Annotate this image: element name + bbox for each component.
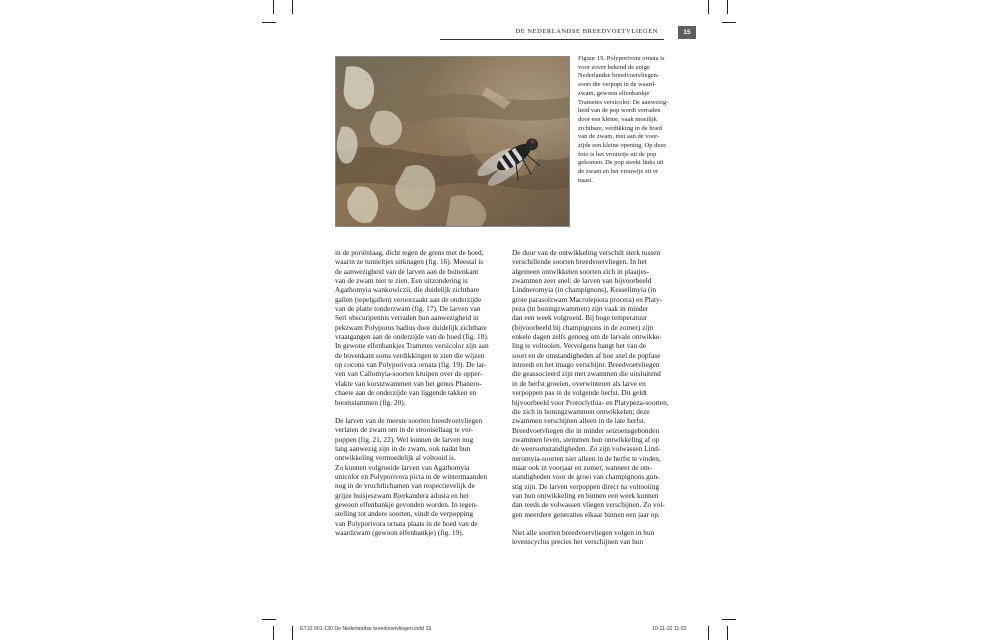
text-line: De duur van de ontwikkeling verschilt sterk tussen — [512, 248, 661, 257]
text-line: Niet alle soorten breedvoetvliegen volgen in hun — [512, 527, 655, 537]
text-line: pekzwam Polyporus badius door duidelijk zichtbare — [335, 322, 487, 332]
running-head — [440, 27, 664, 40]
body-paragraph — [335, 416, 503, 537]
caption-text — [578, 55, 685, 186]
text-line: vlakte van korstzwammen van het genus Phanero- — [335, 378, 482, 388]
caption-line: van de zwam, met aan de voor- — [578, 133, 660, 141]
text-line: neromyia-soorten niet alleen in de herfst te vinden, — [512, 453, 661, 463]
text-line: Seri obscuripennis verraden hun aanwezigheid in — [335, 313, 479, 323]
caption-line: Figuur 19. Polyporivora ornata is — [578, 55, 665, 62]
text-line: waardzwam (gewoon elfenbankje) (fig. 19). — [335, 527, 464, 537]
text-line: van de zwam niet te zien. Een uitzondering is — [335, 276, 468, 286]
text-line: algemeen ontwikkelen soorten zich in plaatjes- — [512, 266, 650, 276]
caption-line: gekomen. De pop steekt links uit — [578, 159, 664, 167]
crop-mark — [262, 619, 276, 620]
caption-line: Nederlandse breedvoetvliegen- — [578, 72, 660, 80]
text-line: zwammen zeer snel: de larven van bijvoorbeeld — [512, 276, 652, 286]
text-line: Breedvoetvliegen die in minder seizoensgebonden — [512, 425, 660, 435]
text-line: gewoon elfenbankje gevonden worden. In tegen- — [335, 499, 478, 509]
text-line: soort en de omstandigheden af hoe snel de popfase — [512, 350, 661, 360]
caption-line: Trametes versicolor. De aanwezig- — [578, 98, 669, 106]
caption-line: zwam, gewoon elfenbankje — [578, 89, 650, 97]
text-line: verpoppen pas in de volgende herfst. Dit geldt — [512, 388, 647, 398]
crop-mark — [273, 0, 274, 14]
text-line: van de platte tonderzwam (fig. 17). De larven van — [335, 304, 481, 314]
slug-timestamp: 10-11-10 11:03 — [652, 626, 687, 632]
text-line: maar ook in voorjaar en zomer, wanneer de om- — [512, 462, 653, 472]
text-line: De larven van de meeste soorten breedvoetvliegen — [335, 415, 483, 425]
text-line: op cocons van Polyporivora ornata (fig. 19). De lar- — [335, 360, 487, 370]
text-line: gen meerdere generaties elkaar binnen een jaar op. — [512, 509, 660, 519]
text-line: dan reeds de volwassen vliegen verschijnen. Zo vol- — [512, 500, 665, 510]
caption-line: voor zover bekend de enige — [578, 63, 650, 71]
text-line: lang aanwezig zijn in de zwam, ook nadat hun — [335, 443, 471, 453]
caption-line: soort die verpopt in de waard- — [578, 81, 657, 89]
page-number-badge: 15 — [678, 26, 696, 39]
text-line: grote parasolzwam Macrolepiota procera) en Platy- — [512, 294, 663, 304]
body-paragraph — [335, 248, 503, 407]
text-line: unicolor en Polyporivora picta in de wintermaanden — [335, 471, 487, 481]
caption-line: foto is het vrouwtje uit de pop — [578, 150, 657, 158]
text-line: ling te voltooien. Vervolgens hangt het van de — [512, 341, 647, 351]
crop-mark — [727, 626, 728, 640]
text-line: Agathomyia wankowiczii, die duidelijk zichtbare — [335, 285, 480, 295]
body-paragraph — [512, 528, 680, 547]
text-line: Zo kunnen volgroeide larven van Agathomyia — [335, 462, 470, 472]
text-line: grijze buisjeszwam Bjerkandera adusta en het — [335, 490, 469, 500]
crop-mark — [722, 619, 736, 620]
crop-mark — [727, 0, 728, 14]
caption-line: heid van de pop wordt verraden — [578, 107, 661, 115]
crop-mark — [292, 0, 293, 14]
text-line: van Polyporivora ornata plaats in de hoed van de — [335, 518, 478, 528]
text-line: stelling tot andere soorten, vindt de verpopping — [335, 509, 474, 519]
text-line: In gewone elfenbankjes Trametes versicolor zijn aan — [335, 341, 489, 351]
text-line: verlaten de zwam om in de strooisellaag te ver- — [335, 425, 474, 435]
text-line: in de poriënlaag, dicht tegen de grens met de hoed, — [335, 248, 484, 257]
crop-mark — [708, 0, 709, 14]
crop-mark — [262, 22, 276, 23]
text-line: standigheden voor de groei van champignons gun- — [512, 472, 660, 482]
text-line: de weersomstandigheden. Zo zijn volwassen Lind- — [512, 444, 661, 454]
text-line: peza (in honingzwammen) zijn vaak in minder — [512, 304, 649, 314]
caption-line: zijde een kleine opening. Op deze — [578, 142, 667, 150]
text-line: ontwikkeling vermoedelijk al voltooid is. — [335, 453, 456, 463]
text-line: van hun ontwikkeling en binnen een week kunnen — [512, 490, 659, 500]
body-paragraph — [512, 248, 680, 519]
crop-mark — [722, 22, 736, 23]
crop-mark — [273, 626, 274, 640]
text-line: zwammen verschijnen alleen in de late herfst. — [512, 416, 646, 426]
text-line: intreedt en het imago verschijnt. Breedvoetvliegen — [512, 360, 660, 370]
text-line: bijvoorbeeld voor Protoclythia- en Platypeza-soorten, — [512, 397, 669, 407]
caption-line: door een kleine, vaak moeilijk — [578, 115, 657, 123]
caption-line: zichtbare, verdikking in de hoed — [578, 124, 662, 132]
figure-caption — [578, 55, 685, 186]
body-column-right — [512, 248, 680, 547]
text-line: de aanwezigheid van de larven aan de buitenkant — [335, 266, 479, 276]
crop-mark — [292, 626, 293, 640]
text-line: Lindneromyia (in champignons), Kesselimyia (in — [512, 285, 657, 295]
text-line: dan een week volgroeid. Bij hoge temperatuur — [512, 313, 648, 323]
crop-mark — [708, 626, 709, 640]
body-column-left — [335, 248, 503, 537]
text-line: die geassocieerd zijn met zwammen die uitsluitend — [512, 369, 661, 379]
text-line: stig zijn. De larven verpoppen direct na voltooiing — [512, 481, 660, 491]
text-line: de bovenkant soms verdikkingen te zien die wijzen — [335, 350, 485, 360]
text-line: enkele dagen zelfs genoeg om de larvale ontwikke- — [512, 332, 662, 342]
caption-line: de zwam en het vrouwtje zit er — [578, 168, 659, 176]
text-line: chaete aan de onderzijde van liggende takken en — [335, 388, 477, 398]
text-line: zwammen leven, stemmen hun ontwikkeling af op — [512, 434, 660, 444]
text-line: vraatgangen aan de onderzijde van de hoed (fig. 18). — [335, 332, 489, 342]
caption-line: naast. — [578, 176, 593, 184]
text-line: waarin ze tunneltjes uitknagen (fig. 16). Meestal is — [335, 257, 484, 267]
figure-photo — [335, 56, 570, 227]
text-line: ven van Callomyia-soorten kruipen over de opper- — [335, 369, 483, 379]
text-line: nog in de vruchtlichamen van respectievelijk de — [335, 481, 475, 491]
text-line: verschillende soorten breedvoetvliegen. In het — [512, 257, 647, 267]
text-line: die zich in honingzwammen ontwikkelen; deze — [512, 406, 650, 416]
text-line: boomstammen (fig. 20). — [335, 397, 406, 407]
running-head-title: DE NEDERLANDSE BREEDVOETVLIEGEN — [515, 28, 658, 35]
text-line: (bijvoorbeeld bij champignons in de zomer) zijn — [512, 322, 654, 332]
text-line: in de herfst groeien, overwinteren als larve en — [512, 378, 646, 388]
text-line: levenscyclus precies het verschijnen van hun — [512, 537, 644, 547]
slug-filename: ET10 001-130 De Nederlandse breedvoetvliegen.indd 15 — [300, 626, 432, 632]
text-line: poppen (fig. 21, 22). Wel kunnen de larven nog — [335, 434, 474, 444]
text-line: gallen (tepelgallen) veroorzaakt aan de onderzijde — [335, 294, 482, 304]
